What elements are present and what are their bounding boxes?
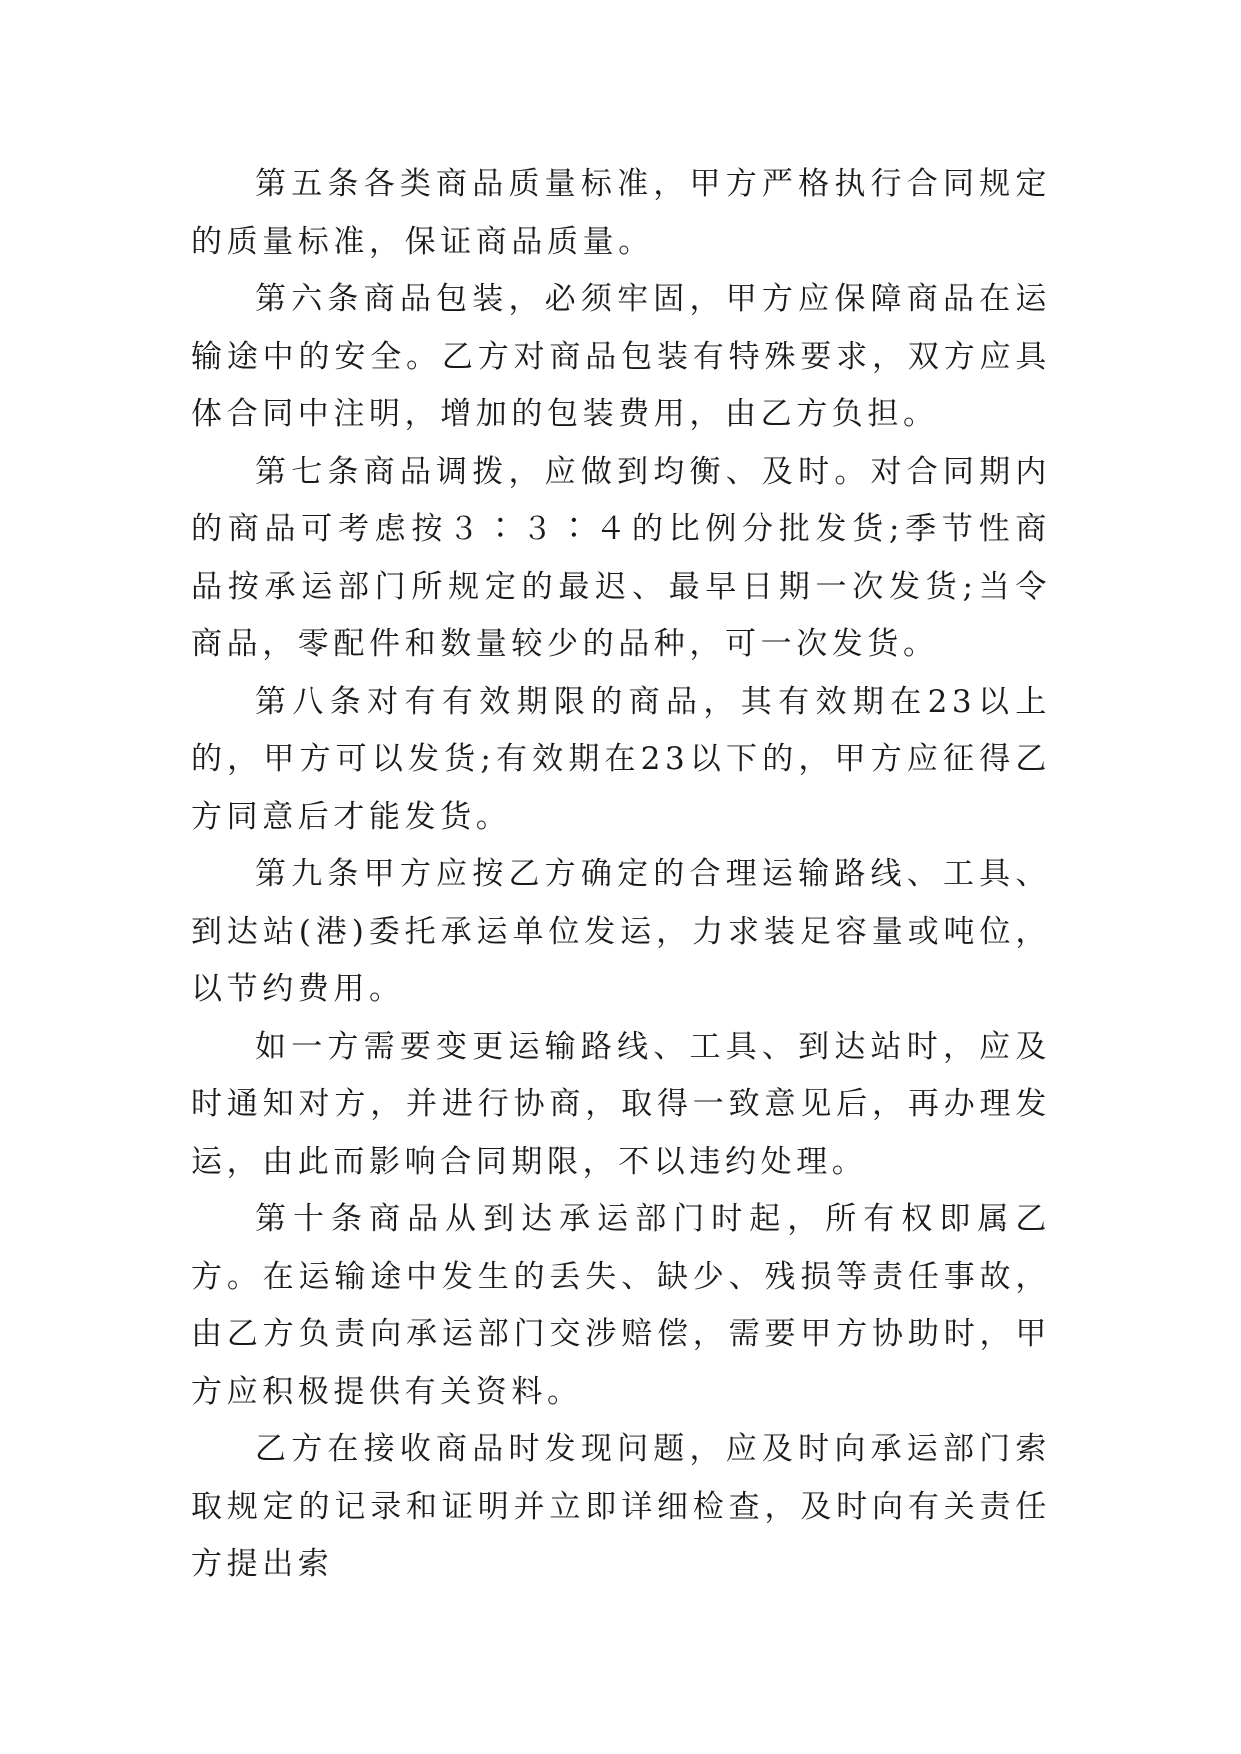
- paragraph-article-10-receipt: 乙方在接收商品时发现问题，应及时向承运部门索取规定的记录和证明并立即详细检查，及时向有关责任方提出索: [191, 1431, 1051, 1582]
- document-body: [191, 156, 1051, 1594]
- paragraph-article-6: 第六条商品包装，必须牢固，甲方应保障商品在运输途中的安全。乙方对商品包装有特殊要求，双方应具体合同中注明，增加的包装费用，由乙方负担。: [191, 281, 1051, 432]
- paragraph-article-8: 第八条对有有效期限的商品，其有效期在23以上的，甲方可以发货;有效期在23以下的，甲方应征得乙方同意后才能发货。: [191, 683, 1051, 835]
- paragraph-article-9: 第九条甲方应按乙方确定的合理运输路线、工具、到达站(港)委托承运单位发运，力求装足容量或吨位，以节约费用。: [191, 856, 1051, 1007]
- paragraph-article-9-change: 如一方需要变更运输路线、工具、到达站时，应及时通知对方，并进行协商，取得一致意见后，再办理发运，由此而影响合同期限，不以违约处理。: [191, 1028, 1051, 1180]
- paragraph-article-10: 第十条商品从到达承运部门时起，所有权即属乙方。在运输途中发生的丢失、缺少、残损等责任事故，由乙方负责向承运部门交涉赔偿，需要甲方协助时，甲方应积极提供有关资料。: [191, 1201, 1051, 1410]
- paragraph-article-5: 第五条各类商品质量标准，甲方严格执行合同规定的质量标准，保证商品质量。: [191, 166, 1051, 260]
- paragraph-article-7: 第七条商品调拨，应做到均衡、及时。对合同期内的商品可考虑按３∶３∶４的比例分批发货;季节性商品按承运部门所规定的最迟、最早日期一次发货;当令商品，零配件和数量较少的品种，可一次发货。: [191, 453, 1051, 662]
